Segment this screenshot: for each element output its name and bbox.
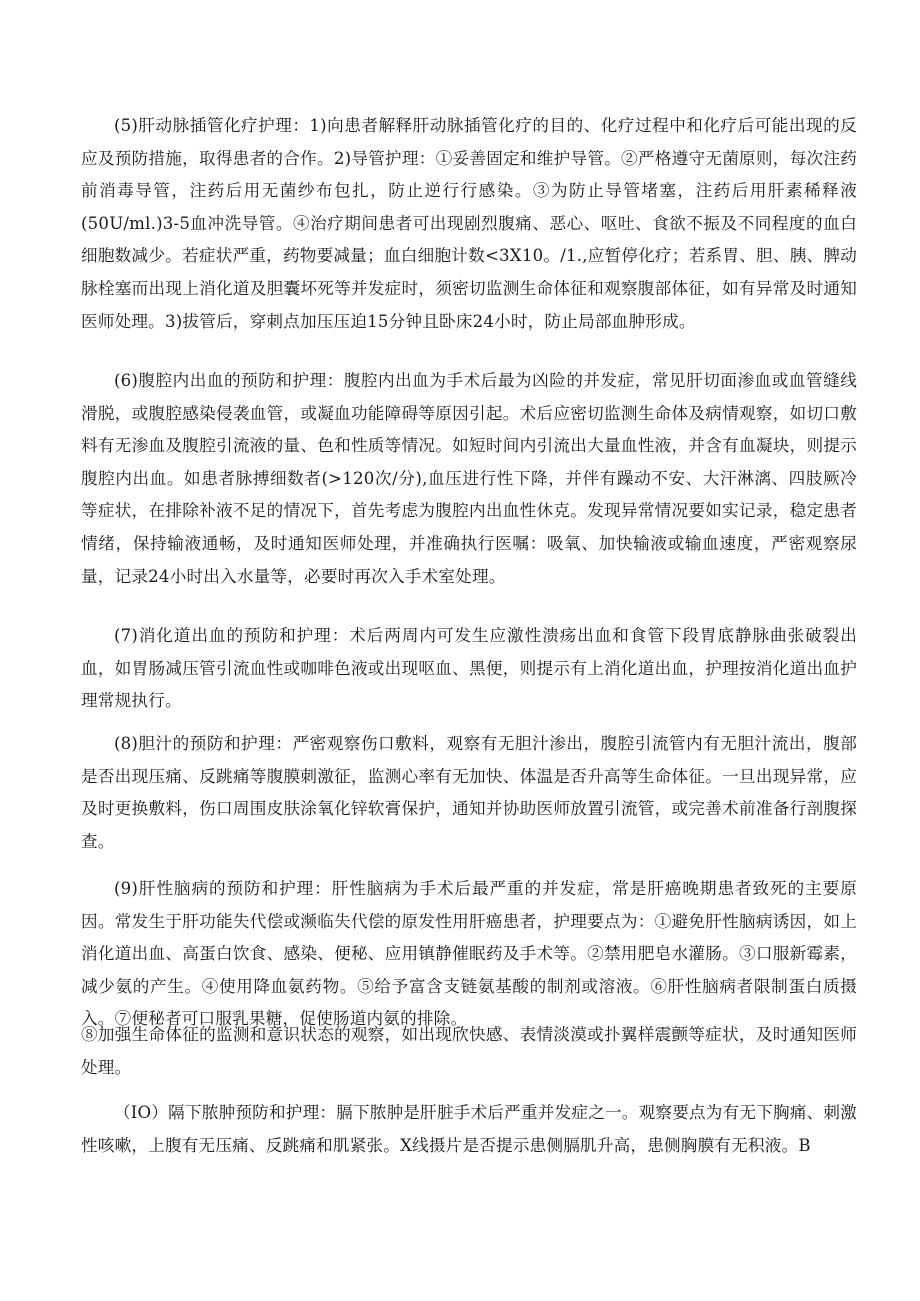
paragraph-subphrenic-abscess: （IO）隔下脓肿预防和护理：膈下脓肿是肝脏手术后严重并发症之一。观察要点为有无下胸痛、刺激性咳嗽，上腹有无压痛、反跳痛和肌紧张。X线摄片是否提示患侧膈肌升高，患侧胸膜有无积液。B xyxy=(81,1103,857,1155)
paragraph-hepatic-encephalopathy: (9)肝性脑病的预防和护理：肝性脑病为手术后最严重的并发症，常是肝癌晚期患者致死的主要原因。常发生于肝功能失代偿或濒临失代偿的原发性用肝癌患者，护理要点为：①避免肝性脑病诱因，如上消化道出血、高蛋白饮食、感染、便秘、应用镇静催眠药及手术等。②禁用肥皂水灌肠。③口服新霉素，减少氨的产生。④使用降血氨药物。⑤给予富含支链氨基酸的制剂或溶液。⑥肝性脑病者限制蛋白质摄入。⑦便秘者可口服乳果糖，促使肠道内氨的排除。 xyxy=(81,879,857,1029)
paragraph-hepatic-artery-chemotherapy: (5)肝动脉插管化疗护理：1)向患者解释肝动脉插管化疗的目的、化疗过程中和化疗后可能出现的反应及预防措施，取得患者的合作。2)导管护理：①妥善固定和维护导管。②严格遵守无菌原则，每次注药前消毒导管，注药后用无菌纱布包扎，防止逆行行感染。③为防止导管堵塞，注药后用肝素稀释液(50U/ml.)3-5血冲洗导管。④治疗期间患者可出现剧烈腹痛、恶心、呕吐、食欲不振及不同程度的血白细胞数减少。若症状严重，药物要减量；血白细胞计数<3X10。/1.,应暂停化疗；若系胃、胆、胰、脾动脉栓塞而出现上消化道及胆囊坏死等并发症时，须密切监测生命体征和观察腹部体征，如有异常及时通知医师处理。3)拔管后，穿刺点加压压迫15分钟且卧床24小时，防止局部血肿形成。 xyxy=(81,116,857,331)
paragraph-abdominal-bleeding: (6)腹腔内出血的预防和护理：腹腔内出血为手术后最为凶险的并发症，常见肝切面渗血或血管缝线滑脱，或腹腔感染侵袭血管，或凝血功能障碍等原因引起。术后应密切监测生命体及病情观察，如切口敷料有无渗血及腹腔引流液的量、色和性质等情况。如短时间内引流出大量血性液，并含有血凝块，则提示腹腔内出血。如患者脉搏细数者(>120次/分),血压进行性下降，并伴有躁动不安、大汗淋漓、四肢厥冷等症状，在排除补液不足的情况下，首先考虑为腹腔内出血性休克。发现异常情况要如实记录，稳定患者情绪，保持输液通畅，及时通知医师处理，并准确执行医嘱：吸氧、加快输液或输血速度，严密观察尿量，记录24小时出入水量等，必要时再次入手术室处理。 xyxy=(81,371,857,586)
paragraph-bile-leakage: (8)胆汁的预防和护理：严密观察伤口敷料，观察有无胆汁渗出，腹腔引流管内有无胆汁流出，腹部是否出现压痛、反跳痛等腹膜刺激征，监测心率有无加快、体温是否升高等生命体征。一旦出现异常，应及时更换敷料，伤口周围皮肤涂氧化锌软膏保护，通知并协助医师放置引流管，或完善术前准备行剖腹探查。 xyxy=(81,734,857,851)
paragraph-hepatic-encephalopathy-cont: ⑧加强生命体征的监测和意识状态的观察，如出现欣快感、表情淡漠或扑翼样震颤等症状，及时通知医师处理。 xyxy=(81,1025,857,1077)
paragraph-digestive-bleeding: (7)消化道出血的预防和护理：术后两周内可发生应激性溃疡出血和食管下段胃底静脉曲张破裂出血，如胃肠减压管引流血性或咖啡色液或出现呕血、黑便，则提示有上消化道出血，护理按消化道出血护理常规执行。 xyxy=(81,626,857,711)
